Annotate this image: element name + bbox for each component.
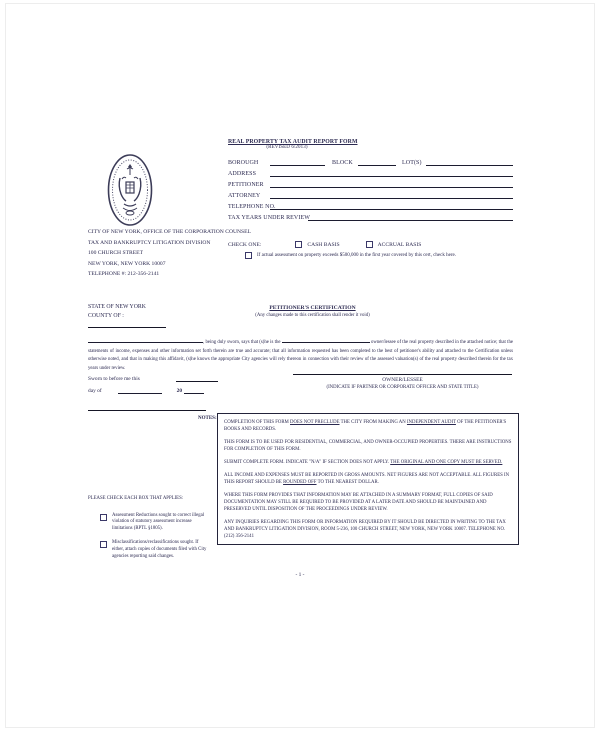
year-line[interactable] bbox=[184, 386, 204, 394]
note-1: COMPLETION OF THIS FORM DOES NOT PRECLUDE THE CITY FROM MAKING AN INDEPENDENT AUDIT OF THE PETITIONER'S BOOKS AND RECORDS. bbox=[224, 420, 507, 432]
deponent-title-line[interactable] bbox=[282, 337, 370, 343]
deponent-name-line[interactable] bbox=[88, 337, 203, 343]
form-revision: (REVISED 6/2013) bbox=[266, 145, 308, 150]
assessment-reduction-label: Assessment Reductions sought to correct illegal violation of statutory assessment increase limitations (RPTL §1805). bbox=[112, 512, 205, 531]
form-title: REAL PROPERTY TAX AUDIT REPORT FORM bbox=[228, 139, 358, 145]
note-6: ANY INQUIRIES REGARDING THIS FORM OR INFORMATION REQUIRED BY IT SHOULD BE DIRECTED IN WRITING TO THE TAX AND BANKRUPTCY LITIGATION DIVISION, ROOM 5-236, 100 CHURCH STREET, NEW YORK, NEW YORK 10007. TELEPHONE NO. (212) 356-2141 bbox=[224, 520, 506, 539]
notary-signature-line[interactable] bbox=[88, 410, 206, 411]
notes-label: NOTES: bbox=[198, 416, 217, 421]
note-4: ALL INCOME AND EXPENSES MUST BE REPORTED IN GROSS AMOUNTS. NET FIGURES ARE NOT ACCEPTABLE. ALL FIGURES IN THIS REPORT SHOULD BE ROUNDED OFF TO THE NEAREST DOLLAR. bbox=[224, 473, 510, 485]
page-number: - 1 - bbox=[295, 572, 305, 578]
field-row-borough-block-lot bbox=[228, 158, 513, 166]
field-row-telephone bbox=[228, 202, 513, 210]
month-line[interactable] bbox=[118, 386, 162, 394]
assessment-reduction-checkbox[interactable] bbox=[100, 514, 107, 521]
block-label: BLOCK bbox=[332, 160, 353, 166]
state-label: STATE OF NEW YORK bbox=[88, 304, 146, 310]
certification-heading bbox=[205, 305, 420, 318]
office-line-4: NEW YORK, NEW YORK 10007 bbox=[88, 260, 166, 267]
office-line-2: TAX AND BANKRUPTCY LITIGATION DIVISION bbox=[88, 239, 211, 246]
office-line-3: 100 CHURCH STREET bbox=[88, 250, 144, 257]
certification-paragraph bbox=[88, 337, 513, 373]
certification-title: PETITIONER'S CERTIFICATION bbox=[269, 305, 356, 311]
tax-years-label: TAX YEARS UNDER REVIEW bbox=[228, 215, 310, 221]
attorney-input-line[interactable] bbox=[270, 191, 513, 199]
misclassification-checkbox[interactable] bbox=[100, 541, 107, 548]
tax-years-input-line[interactable] bbox=[308, 213, 513, 221]
county-input-line[interactable] bbox=[88, 327, 166, 328]
certification-text-2: owner/lessee of the real property described in the attached notice; that bbox=[371, 340, 506, 345]
day-of-label: day of bbox=[88, 388, 102, 394]
form-title-block bbox=[228, 139, 378, 150]
sworn-text: Sworn to before me this bbox=[88, 376, 140, 382]
please-check-block bbox=[88, 496, 210, 560]
block-input-line[interactable] bbox=[358, 158, 396, 166]
sworn-date-line[interactable] bbox=[176, 381, 218, 382]
please-check-title: PLEASE CHECK EACH BOX THAT APPLIES: bbox=[88, 496, 184, 501]
certification-text-3: the statements of income, expenses and other information set forth therein are true and accurate; that all information requested has been completed to the best of petitioner's ability and attached to the Certification unless otherwise noted, bbox=[88, 340, 514, 363]
certification-text-4: and that in making this affidavit, (s)he knows the appropriate City agencies will rely thereon in connection with their review of the assessed valuation(s) of the real property described therein for the tax years under review. bbox=[88, 357, 513, 371]
cash-basis-label: CASH BASIS bbox=[307, 241, 340, 248]
address-label: ADDRESS bbox=[228, 171, 257, 177]
cash-basis-checkbox[interactable] bbox=[295, 241, 302, 248]
attorney-label: ATTORNEY bbox=[228, 193, 261, 199]
borough-label: BOROUGH bbox=[228, 160, 259, 166]
field-row-address bbox=[228, 169, 513, 177]
check-one-label: CHECK ONE: bbox=[228, 241, 262, 248]
assessment-threshold-row bbox=[245, 252, 513, 259]
office-address-block bbox=[88, 229, 251, 282]
lots-input-line[interactable] bbox=[426, 158, 513, 166]
note-2: THIS FORM IS TO BE USED FOR RESIDENTIAL, COMMERCIAL, AND OWNER-OCCUPIED PROPERTIES. THERE ARE INSTRUCTIONS FOR COMPLETION OF THIS FORM. bbox=[224, 440, 512, 452]
accrual-basis-label: ACCRUAL BASIS bbox=[377, 241, 422, 248]
office-line-1: CITY OF NEW YORK, OFFICE OF THE CORPORATION COUNSEL bbox=[88, 229, 252, 235]
petitioner-label: PETITIONER bbox=[228, 182, 264, 188]
accrual-basis-checkbox[interactable] bbox=[366, 241, 373, 248]
city-of-new-york-seal-icon bbox=[106, 152, 154, 228]
year-prefix: 20 bbox=[176, 388, 183, 394]
address-input-line[interactable] bbox=[270, 169, 513, 177]
sworn-block bbox=[88, 376, 218, 394]
county-label: COUNTY OF : bbox=[88, 313, 124, 319]
note-3: SUBMIT COMPLETE FORM. INDICATE "N/A" IF SECTION DOES NOT APPLY. THE ORIGINAL AND ONE COPY MUST BE SERVED. bbox=[224, 460, 503, 465]
notes-box bbox=[217, 413, 519, 545]
check-item-2 bbox=[88, 540, 210, 560]
note-5: WHERE THIS FORM PROVIDES THAT INFORMATION MAY BE ATTACHED IN A SUMMARY FORMAT, FULL COPIES OF SAID DOCUMENTATION MAY STILL BE REQUIRED TO BE PROVIDED AT A LATER DATE AND SHOULD BE MAINTAINED AND PRESERVED UNTIL DISPOSITION OF THE PROCEEDINGS UNDER REVIEW. bbox=[224, 493, 493, 512]
owner-lessee-label: OWNER/LESSEE bbox=[382, 376, 423, 383]
field-row-petitioner bbox=[228, 180, 513, 188]
assessment-threshold-checkbox[interactable] bbox=[245, 252, 252, 259]
office-line-5: TELEPHONE #: 212-356-2141 bbox=[88, 271, 160, 278]
check-item-1 bbox=[88, 513, 210, 533]
telephone-input-line[interactable] bbox=[270, 202, 513, 210]
check-one-row bbox=[228, 241, 513, 248]
lots-label: LOT(S) bbox=[402, 160, 422, 166]
indicate-title-label: (INDICATE IF PARTNER OR CORPORATE OFFICER AND STATE TITLE) bbox=[326, 384, 479, 390]
borough-input-line[interactable] bbox=[270, 158, 325, 166]
owner-signature-line[interactable] bbox=[293, 374, 512, 375]
petitioner-input-line[interactable] bbox=[270, 180, 513, 188]
telephone-label: TELEPHONE NO. bbox=[228, 204, 276, 210]
field-row-tax-years bbox=[228, 213, 513, 221]
signature-block bbox=[293, 374, 512, 390]
assessment-threshold-label: If actual assessment on property exceeds $500,000 in the first year covered by this cert, check here. bbox=[257, 253, 456, 258]
certification-text-1: , being duly sworn, says that (s)he is the bbox=[203, 340, 281, 345]
field-row-attorney bbox=[228, 191, 513, 199]
certification-subtitle: (Any changes made to this certification shall render it void) bbox=[255, 313, 370, 318]
misclassification-label: Misclassifications/reclassifications sought. If either, attach copies of documents filed with City agencies reporting said changes. bbox=[112, 540, 207, 559]
venue-block bbox=[88, 303, 146, 321]
